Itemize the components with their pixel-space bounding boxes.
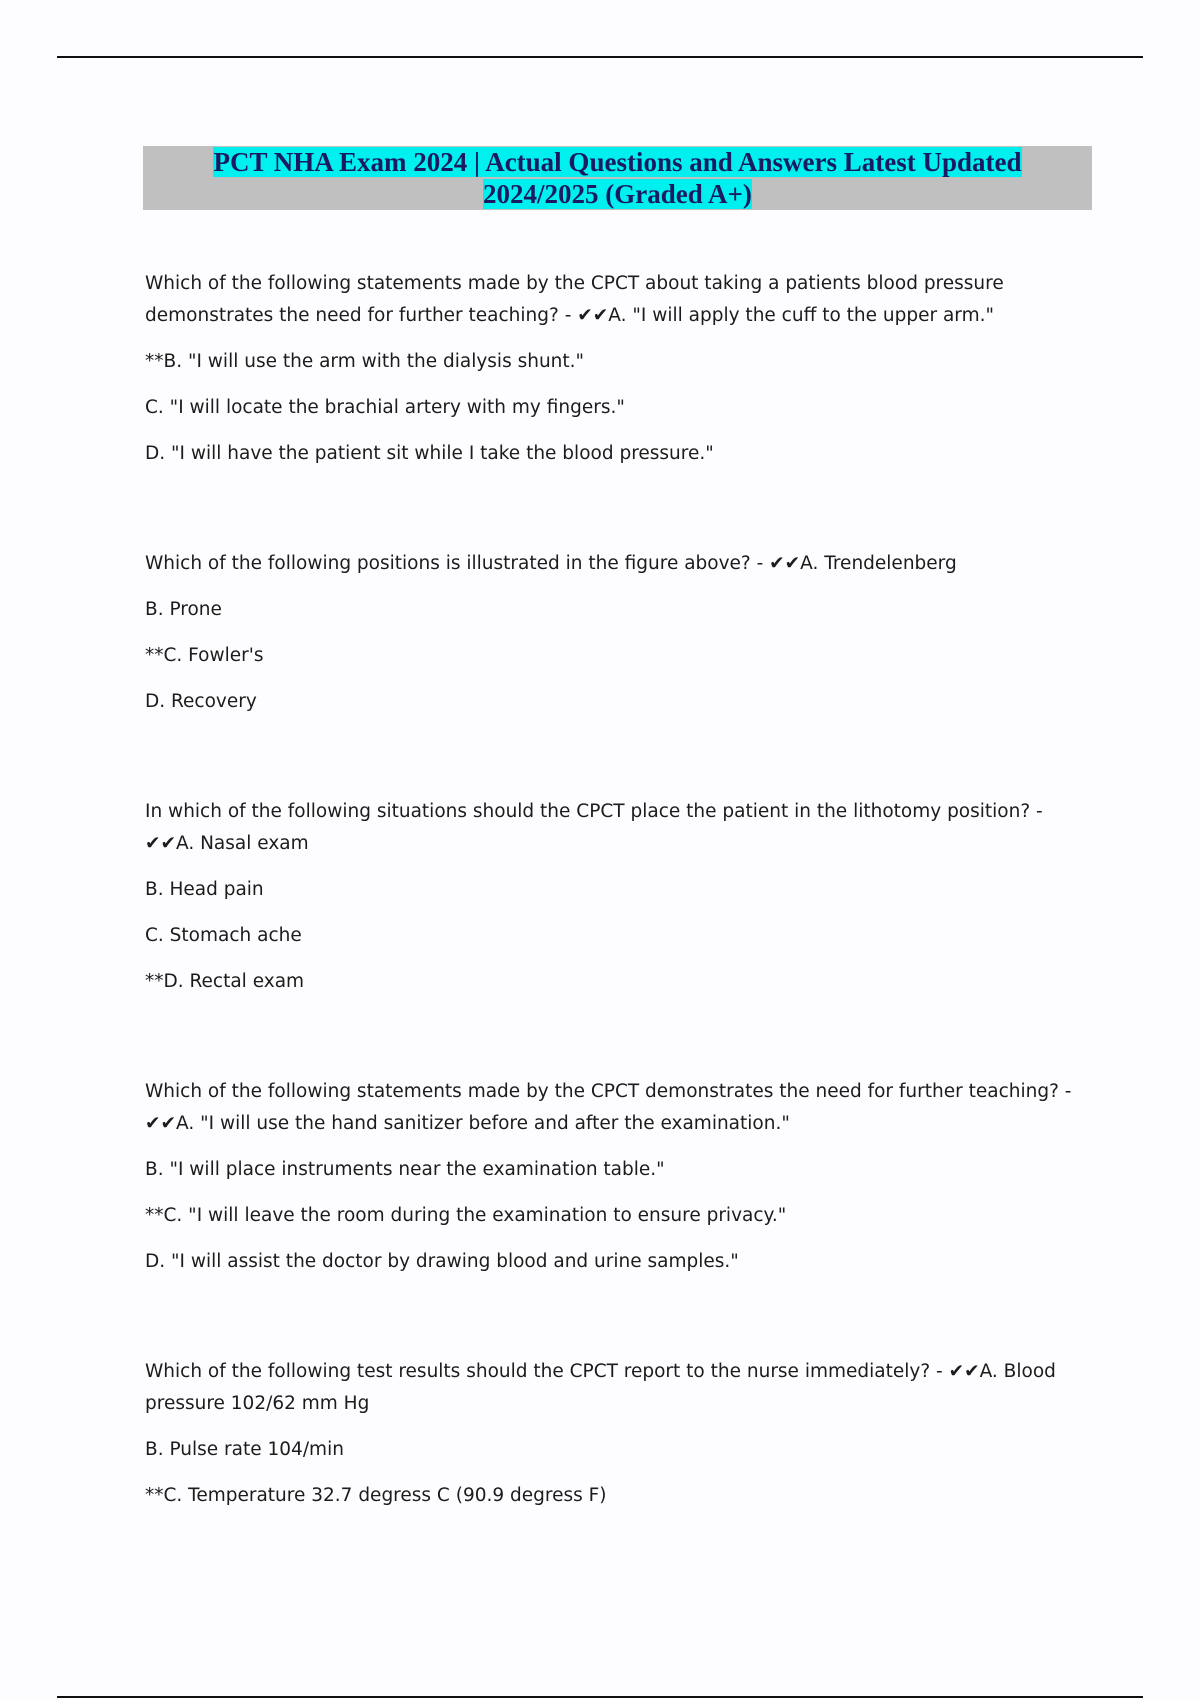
- question-list: [145, 268, 1095, 1590]
- bottom-rule: [57, 1696, 1143, 1698]
- answer-option: D. "I will have the patient sit while I take the blood pressure.": [145, 443, 714, 464]
- question-text: Which of the following statements made by the CPCT demonstrates the need for further teaching? - ✔✔A. "I will use the hand sanitizer before and after the examination.": [145, 1081, 1072, 1134]
- question-text: Which of the following positions is illustrated in the figure above? - ✔✔A. Trendelenberg: [145, 553, 957, 574]
- title-line-1: PCT NHA Exam 2024 | Actual Questions and Answers Latest Updated: [213, 147, 1022, 177]
- answer-option: D. "I will assist the doctor by drawing blood and urine samples.": [145, 1251, 739, 1272]
- document-title: [143, 146, 1092, 210]
- question-text: In which of the following situations should the CPCT place the patient in the lithotomy position? - ✔✔A. Nasal exam: [145, 801, 1043, 854]
- question-block-2: [145, 548, 1095, 718]
- question-block-1: [145, 268, 1095, 470]
- question-text: Which of the following test results should the CPCT report to the nurse immediately? - ✔✔A. Blood pressure 102/62 mm Hg: [145, 1361, 1056, 1414]
- top-rule: [57, 56, 1143, 58]
- answer-option: B. Head pain: [145, 879, 264, 900]
- question-text: Which of the following statements made by the CPCT about taking a patients blood pressure demonstrates the need for further teaching? - ✔✔A. "I will apply the cuff to the upper arm.": [145, 273, 1004, 326]
- answer-option: C. "I will locate the brachial artery with my fingers.": [145, 397, 625, 418]
- answer-option: B. "I will place instruments near the examination table.": [145, 1159, 665, 1180]
- answer-option: B. Prone: [145, 599, 222, 620]
- answer-option: **C. "I will leave the room during the examination to ensure privacy.": [145, 1205, 787, 1226]
- answer-option: **C. Temperature 32.7 degress C (90.9 degress F): [145, 1485, 607, 1506]
- answer-option: B. Pulse rate 104/min: [145, 1439, 344, 1460]
- title-line-2: 2024/2025 (Graded A+): [483, 179, 752, 209]
- question-block-4: [145, 1076, 1095, 1278]
- answer-option: **D. Rectal exam: [145, 971, 305, 992]
- answer-option: D. Recovery: [145, 691, 257, 712]
- answer-option: **C. Fowler's: [145, 645, 264, 666]
- answer-option: C. Stomach ache: [145, 925, 302, 946]
- answer-option: **B. "I will use the arm with the dialysis shunt.": [145, 351, 585, 372]
- question-block-5: [145, 1356, 1095, 1512]
- question-block-3: [145, 796, 1095, 998]
